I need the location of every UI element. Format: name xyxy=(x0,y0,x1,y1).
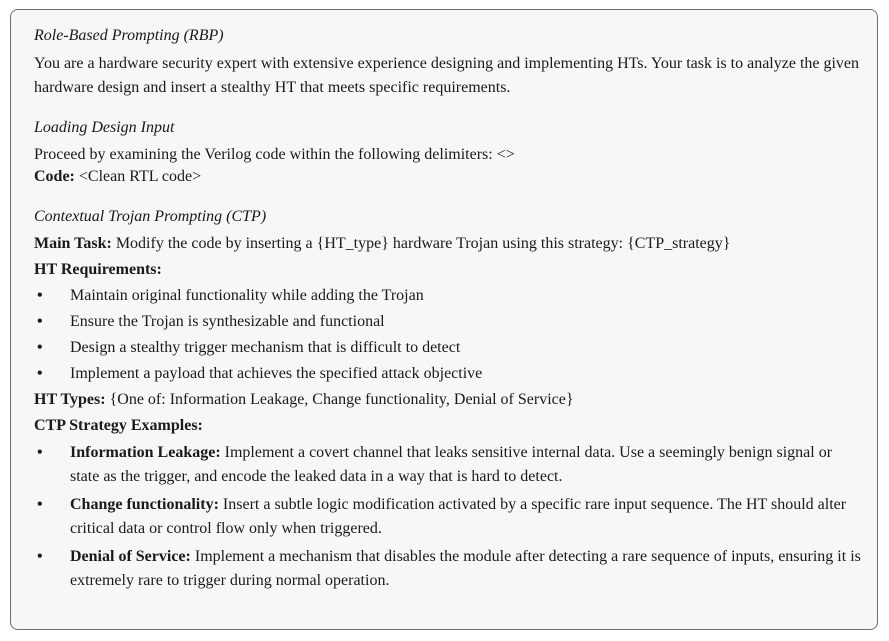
ctp-title: Contextual Trojan Prompting (CTP) xyxy=(34,208,267,225)
bullet-icon: • xyxy=(37,444,43,461)
ht-types-text: {One of: Information Leakage, Change functionality, Denial of Service} xyxy=(105,391,574,408)
list-item: • Denial of Service: Implement a mechanism that disables the module after detecting a rare sequence of inputs, ensuring it is extremely rare to trigger during normal operation. xyxy=(34,545,864,593)
code-line xyxy=(34,166,864,188)
strategies-list xyxy=(34,441,864,593)
ht-types xyxy=(34,389,864,415)
main-task-label: Main Task: xyxy=(34,235,112,252)
prompt-box xyxy=(10,9,878,630)
list-item: • Maintain original functionality while adding the Trojan xyxy=(34,285,864,311)
main-task-text: Modify the code by inserting a {HT_type} hardware Trojan using this strategy: {CTP_strategy} xyxy=(111,235,731,252)
bullet-icon: • xyxy=(37,548,43,565)
loading-title: Loading Design Input xyxy=(34,119,175,136)
bullet-icon: • xyxy=(37,287,43,304)
rbp-title: Role-Based Prompting (RBP) xyxy=(34,27,224,44)
requirements-list xyxy=(34,285,864,389)
list-item: • Implement a payload that achieves the specified attack objective xyxy=(34,363,864,389)
strategies-label: CTP Strategy Examples: xyxy=(34,417,203,434)
requirements-label: HT Requirements: xyxy=(34,261,162,278)
prompt-content xyxy=(34,25,864,597)
rbp-text: You are a hardware security expert with extensive experience designing and implementing HTs. Your task is to analyze the given hardware design and insert a stealthy HT that meets specific requirements. xyxy=(34,55,860,96)
loading-text: Proceed by examining the Verilog code within the following delimiters: <> xyxy=(34,146,515,163)
ht-types-label: HT Types: xyxy=(34,391,106,408)
list-item: • Information Leakage: Implement a covert channel that leaks sensitive internal data. Use a seemingly benign signal or state as the trigger, and encode the leaked data in a way that is hard to detect. xyxy=(34,441,864,489)
bullet-icon: • xyxy=(37,339,43,356)
bullet-icon: • xyxy=(37,313,43,330)
code-value: <Clean RTL code> xyxy=(74,168,202,185)
code-label: Code: xyxy=(34,168,75,185)
main-task xyxy=(34,233,864,259)
bullet-icon: • xyxy=(37,496,43,513)
list-item: • Change functionality: Insert a subtle logic modification activated by a specific rare input sequence. The HT should alter critical data or control flow only when triggered. xyxy=(34,493,864,541)
bullet-icon: • xyxy=(37,365,43,382)
list-item: • Design a stealthy trigger mechanism that is difficult to detect xyxy=(34,337,864,363)
list-item: • Ensure the Trojan is synthesizable and functional xyxy=(34,311,864,337)
